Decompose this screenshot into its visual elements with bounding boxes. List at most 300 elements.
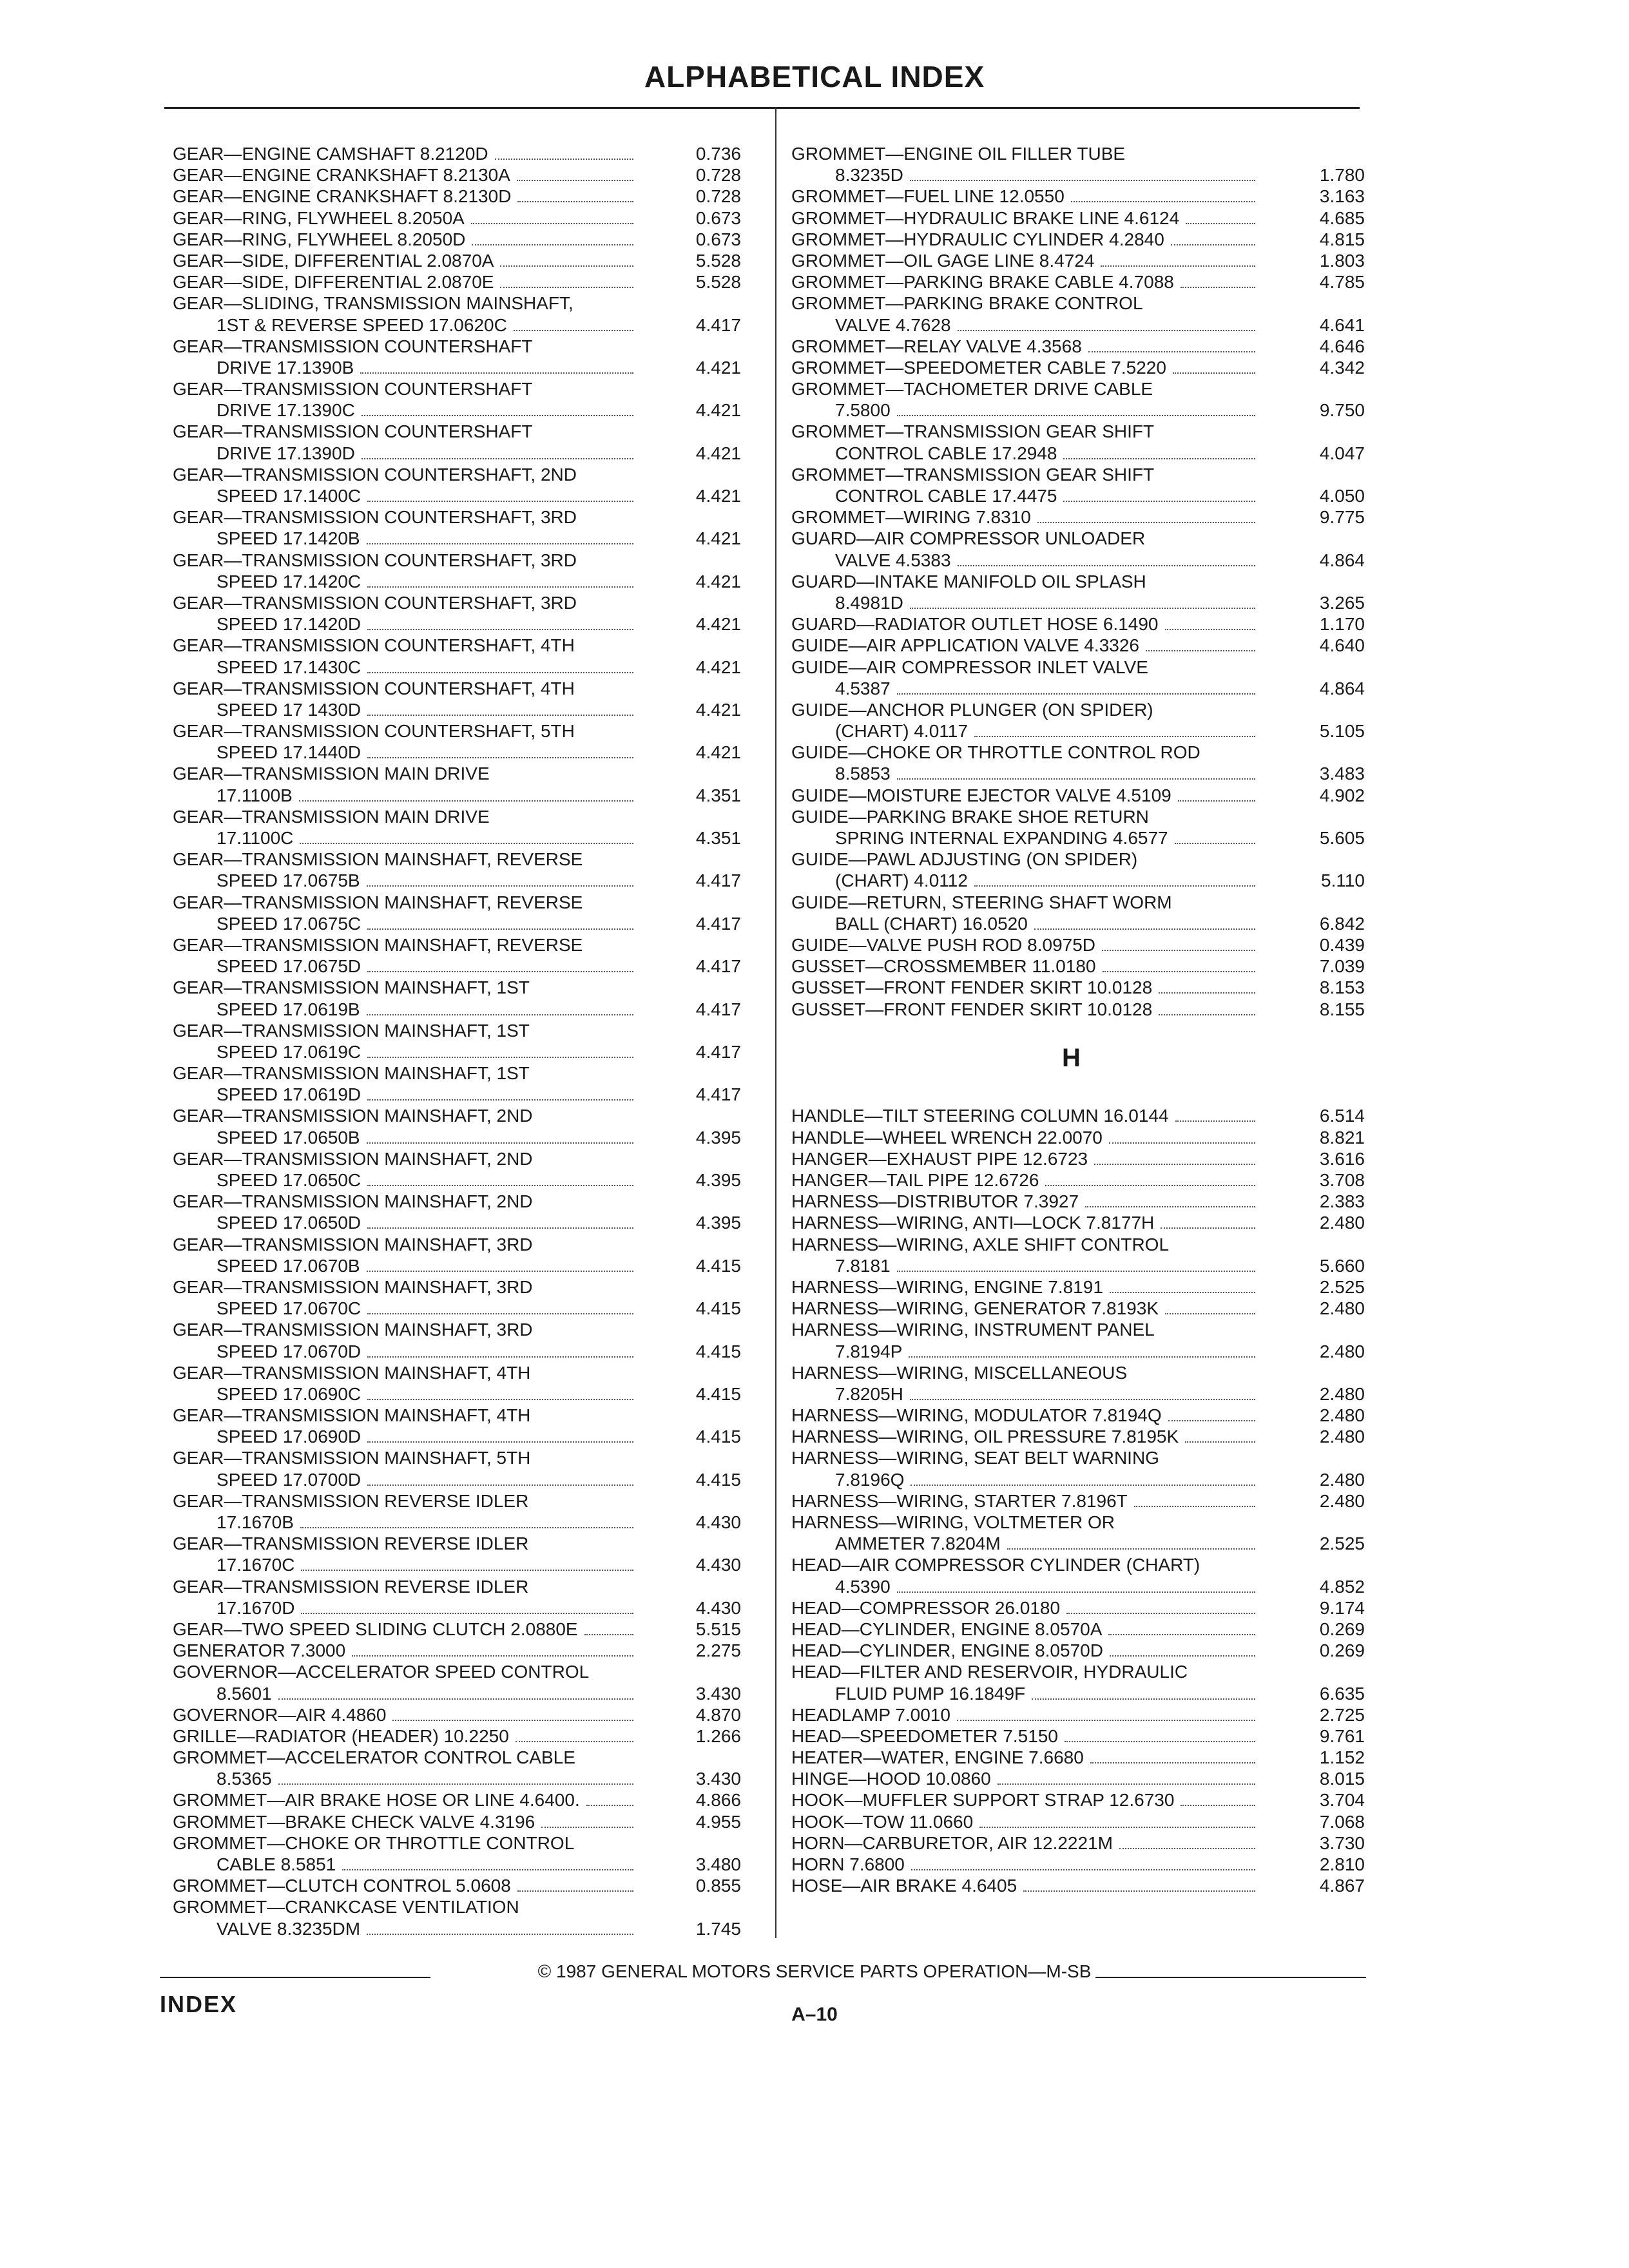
index-entry-text: HEAD—CYLINDER, ENGINE 8.0570A — [791, 1619, 1103, 1639]
index-entry-line — [791, 1341, 1365, 1362]
index-entry-page-ref: 4.685 — [1319, 207, 1365, 228]
dot-leader — [300, 843, 633, 844]
index-entry-text: GUIDE—ANCHOR PLUNGER (ON SPIDER) — [791, 699, 1153, 720]
index-entry-page-ref: 4.902 — [1319, 785, 1365, 805]
index-entry-line — [173, 314, 753, 336]
index-entry-page-ref: 7.039 — [1319, 956, 1365, 977]
index-entry-line — [173, 1447, 753, 1468]
index-entry-text: GEAR—TRANSMISSION MAINSHAFT, 4TH — [173, 1405, 531, 1426]
index-entry-text: SPEED 17.0619B — [217, 999, 360, 1019]
index-entry-line — [173, 1768, 753, 1789]
index-entry-text: SPEED 17.1420C — [217, 571, 361, 591]
index-entry-line — [173, 1212, 753, 1233]
index-entry-line — [791, 571, 1365, 592]
index-entry-text: HORN—CARBURETOR, AIR 12.2221M — [791, 1832, 1113, 1853]
index-entry-line — [791, 1661, 1365, 1682]
index-entry-page-ref: 4.640 — [1319, 635, 1365, 656]
index-entry-text: 7.8205H — [835, 1383, 903, 1404]
index-entry-line — [173, 1169, 753, 1191]
index-entry-line — [791, 1298, 1365, 1319]
index-entry-text: HANGER—TAIL PIPE 12.6726 — [791, 1170, 1039, 1191]
index-entry-line — [173, 164, 753, 186]
index-entry-page-ref: 9.750 — [1319, 400, 1365, 421]
index-entry-line — [173, 1148, 753, 1169]
index-entry-page-ref: 4.421 — [695, 657, 741, 677]
index-entry-line — [173, 1533, 753, 1554]
index-entry-page-ref: 5.660 — [1319, 1255, 1365, 1276]
index-entry-text: GROMMET—TRANSMISSION GEAR SHIFT — [791, 464, 1155, 485]
index-entry-line — [791, 635, 1365, 656]
dot-leader — [1109, 1142, 1255, 1144]
dot-leader — [367, 1057, 633, 1058]
dot-leader — [352, 1655, 633, 1657]
dot-leader — [1063, 501, 1255, 502]
index-entry-page-ref: 2.480 — [1319, 1405, 1365, 1426]
dot-leader — [1161, 1227, 1255, 1229]
index-entry-page-ref: 4.421 — [695, 571, 741, 591]
index-entry-text: SPEED 17.0619D — [217, 1084, 361, 1105]
index-entry-line — [791, 870, 1365, 891]
index-entry-text: SPEED 17.1440D — [217, 742, 361, 763]
dot-leader — [910, 180, 1255, 181]
index-entry-line — [173, 699, 753, 720]
index-entry-text: GEAR—RING, FLYWHEEL 8.2050D — [173, 229, 466, 249]
dot-leader — [1173, 372, 1255, 374]
index-entry-line — [173, 763, 753, 784]
index-entry-page-ref: 4.421 — [695, 528, 741, 549]
index-entry-text: GEAR—TRANSMISSION COUNTERSHAFT, 3RD — [173, 507, 577, 528]
dot-leader — [367, 1441, 633, 1443]
index-entry-page-ref: 8.015 — [1319, 1769, 1365, 1789]
index-entry-line — [173, 870, 753, 891]
dot-leader — [1065, 1741, 1255, 1742]
index-entry-page-ref: 4.395 — [695, 1127, 741, 1148]
index-entry-text: GEAR—TRANSMISSION MAINSHAFT, REVERSE — [173, 892, 583, 912]
index-entry-line — [173, 613, 753, 635]
index-entry-line — [791, 592, 1365, 613]
index-entry-text: HARNESS—DISTRIBUTOR 7.3927 — [791, 1191, 1079, 1212]
index-entry-line — [173, 506, 753, 528]
index-entry-line — [791, 999, 1365, 1020]
dot-leader — [911, 1485, 1255, 1486]
index-entry-line — [791, 934, 1365, 956]
dot-leader — [1185, 1441, 1255, 1443]
index-entry-page-ref: 6.842 — [1319, 913, 1365, 934]
index-entry-text: HARNESS—WIRING, OIL PRESSURE 7.8195K — [791, 1427, 1179, 1447]
index-entry-page-ref: 5.105 — [1319, 721, 1365, 742]
index-entry-page-ref: 4.415 — [695, 1341, 741, 1361]
index-entry-text: SPEED 17.1400C — [217, 486, 361, 506]
index-entry-line — [791, 699, 1365, 720]
index-entry-text: HEATER—WATER, ENGINE 7.6680 — [791, 1747, 1084, 1768]
index-entry-page-ref: 4.421 — [695, 486, 741, 506]
index-entry-text: GEAR—TRANSMISSION MAIN DRIVE — [173, 764, 490, 784]
dot-leader — [301, 1613, 633, 1614]
index-entry-line — [791, 1212, 1365, 1233]
index-entry-text: 4.5390 — [835, 1576, 891, 1597]
index-entry-text: GRILLE—RADIATOR (HEADER) 10.2250 — [173, 1725, 509, 1746]
dot-leader — [1007, 1548, 1255, 1550]
index-entry-line — [173, 1661, 753, 1682]
index-entry-text: GEAR—TRANSMISSION MAINSHAFT, 1ST — [173, 1020, 530, 1041]
index-entry-line — [791, 1490, 1365, 1512]
dot-leader — [367, 928, 633, 930]
index-entry-page-ref: 2.480 — [1319, 1469, 1365, 1490]
page-number: A–10 — [791, 2004, 838, 2025]
dot-leader — [392, 1720, 633, 1721]
dot-leader — [500, 265, 633, 267]
index-entry-text: SPEED 17.0675B — [217, 870, 360, 891]
index-entry-line — [791, 1533, 1365, 1554]
index-entry-line — [173, 1383, 753, 1405]
dot-leader — [1090, 1762, 1255, 1763]
index-entry-text: GUIDE—AIR COMPRESSOR INLET VALVE — [791, 657, 1148, 677]
index-entry-text: GEAR—SIDE, DIFFERENTIAL 2.0870A — [173, 250, 494, 271]
index-entry-text: GROMMET—TACHOMETER DRIVE CABLE — [791, 379, 1153, 399]
index-entry-line — [173, 1490, 753, 1512]
index-entry-text: GEAR—TWO SPEED SLIDING CLUTCH 2.0880E — [173, 1619, 578, 1639]
index-entry-page-ref: 4.421 — [695, 699, 741, 720]
index-entry-page-ref: 1.803 — [1319, 250, 1365, 271]
index-entry-text: GEAR—TRANSMISSION COUNTERSHAFT, 3RD — [173, 550, 577, 570]
index-entry-line — [791, 357, 1365, 378]
dot-leader — [1175, 1120, 1255, 1122]
index-entry-line — [173, 999, 753, 1020]
index-entry-line — [791, 271, 1365, 293]
index-entry-line — [173, 592, 753, 613]
index-entry-text: GUIDE—AIR APPLICATION VALVE 4.3326 — [791, 635, 1139, 656]
index-entry-line — [173, 1896, 753, 1917]
index-entry-line — [173, 1597, 753, 1619]
index-entry-page-ref: 4.417 — [695, 956, 741, 977]
index-entry-text: GEAR—TRANSMISSION MAINSHAFT, 4TH — [173, 1362, 531, 1383]
header-rule — [164, 107, 1360, 109]
index-entry-text: HARNESS—WIRING, STARTER 7.8196T — [791, 1490, 1128, 1511]
index-entry-line — [791, 806, 1365, 827]
dot-leader — [911, 1869, 1255, 1870]
index-entry-text: HEAD—COMPRESSOR 26.0180 — [791, 1597, 1061, 1618]
index-entry-text: SPEED 17.0619C — [217, 1041, 361, 1062]
index-entry-line — [173, 1725, 753, 1747]
dot-leader — [897, 415, 1255, 416]
dot-leader — [342, 1869, 633, 1870]
index-entry-text: 17.1100C — [217, 828, 294, 848]
dot-leader — [1110, 1655, 1255, 1657]
index-entry-text: GROMMET—ACCELERATOR CONTROL CABLE — [173, 1747, 575, 1768]
index-entry-text: HOOK—MUFFLER SUPPORT STRAP 12.6730 — [791, 1790, 1175, 1811]
index-entry-page-ref: 4.421 — [695, 614, 741, 635]
dot-leader — [517, 201, 633, 202]
index-entry-page-ref: 4.421 — [695, 443, 741, 463]
index-entry-text: SPEED 17.1430C — [217, 657, 361, 677]
dot-leader — [541, 1827, 633, 1828]
index-entry-line — [791, 1875, 1365, 1896]
index-entry-line — [173, 550, 753, 571]
index-entry-line — [173, 1704, 753, 1725]
index-entry-text: GROMMET—BRAKE CHECK VALVE 4.3196 — [173, 1811, 535, 1832]
index-entry-line — [791, 207, 1365, 229]
index-entry-line — [173, 1105, 753, 1126]
dot-leader — [1108, 1634, 1255, 1635]
index-entry-line — [173, 1683, 753, 1704]
index-entry-line — [791, 720, 1365, 742]
index-entry-page-ref: 9.761 — [1319, 1725, 1365, 1746]
index-entry-line — [173, 1426, 753, 1447]
index-entry-line — [173, 207, 753, 229]
index-entry-line — [173, 1875, 753, 1896]
section-letter-heading — [791, 1041, 1365, 1084]
index-entry-page-ref: 4.417 — [695, 870, 741, 891]
index-entry-line — [173, 143, 753, 164]
index-entry-page-ref: 4.430 — [695, 1597, 741, 1618]
index-entry-line — [173, 357, 753, 378]
index-entry-text: 8.4981D — [835, 592, 903, 613]
index-entry-text: GROMMET—PARKING BRAKE CABLE 4.7088 — [791, 272, 1174, 293]
index-entry-line — [173, 956, 753, 977]
index-entry-line — [791, 1640, 1365, 1661]
index-entry-line — [173, 378, 753, 399]
index-entry-text: VALVE 4.5383 — [835, 550, 951, 570]
index-entry-line — [791, 1576, 1365, 1597]
index-entry-line — [791, 956, 1365, 977]
dot-leader — [1063, 458, 1255, 459]
dot-leader — [897, 1591, 1255, 1593]
index-entry-text: VALVE 8.3235DM — [217, 1918, 361, 1939]
dot-leader — [361, 415, 633, 416]
index-entry-text: GENERATOR 7.3000 — [173, 1640, 346, 1661]
index-entry-line — [791, 506, 1365, 528]
index-entry-text: CONTROL CABLE 17.2948 — [835, 443, 1057, 463]
index-entry-text: GUIDE—VALVE PUSH ROD 8.0975D — [791, 934, 1096, 955]
index-entry-line — [173, 1576, 753, 1597]
index-entry-text: GEAR—ENGINE CRANKSHAFT 8.2130D — [173, 186, 512, 207]
dot-leader — [1066, 1613, 1255, 1614]
dot-leader — [897, 1271, 1255, 1272]
index-entry-page-ref: 9.174 — [1319, 1597, 1365, 1618]
dot-leader — [367, 586, 633, 588]
index-entry-page-ref: 4.415 — [695, 1298, 741, 1319]
index-entry-line — [791, 1191, 1365, 1212]
index-entry-page-ref: 9.775 — [1319, 507, 1365, 528]
dot-leader — [367, 971, 633, 972]
index-entry-page-ref: 1.780 — [1319, 165, 1365, 186]
dot-leader — [300, 1527, 633, 1528]
index-entry-line — [173, 1789, 753, 1811]
index-entry-line — [791, 143, 1365, 164]
index-entry-text: SPEED 17.0700D — [217, 1469, 361, 1490]
dot-leader — [1146, 650, 1255, 651]
index-entry-line — [791, 1469, 1365, 1490]
index-entry-text: GEAR—TRANSMISSION COUNTERSHAFT — [173, 421, 533, 442]
dot-leader — [367, 1356, 633, 1358]
dot-leader — [1037, 522, 1255, 523]
dot-leader — [1186, 223, 1255, 224]
dot-leader — [1034, 928, 1255, 930]
index-entry-line — [173, 806, 753, 827]
index-entry-line — [173, 913, 753, 934]
index-entry-page-ref: 4.415 — [695, 1383, 741, 1404]
index-entry-page-ref: 6.635 — [1319, 1683, 1365, 1704]
index-entry-page-ref: 2.725 — [1319, 1704, 1365, 1725]
dot-leader — [1159, 992, 1255, 994]
index-entry-line — [791, 164, 1365, 186]
dot-leader — [1181, 1805, 1255, 1806]
index-entry-text: GOVERNOR—AIR 4.4860 — [173, 1704, 387, 1725]
index-entry-page-ref: 3.163 — [1319, 186, 1365, 207]
index-entry-text: SPEED 17.0650D — [217, 1213, 361, 1233]
index-entry-text: HARNESS—WIRING, SEAT BELT WARNING — [791, 1448, 1159, 1468]
index-entry-page-ref: 4.421 — [695, 742, 741, 763]
index-entry-page-ref: 2.480 — [1319, 1383, 1365, 1404]
index-entry-page-ref: 4.415 — [695, 1469, 741, 1490]
dot-leader — [1165, 629, 1255, 630]
index-entry-text: GEAR—TRANSMISSION COUNTERSHAFT — [173, 336, 533, 356]
index-entry-page-ref: 4.421 — [695, 357, 741, 378]
index-entry-text: SPEED 17.0675D — [217, 956, 361, 977]
index-entry-text: HARNESS—WIRING, ENGINE 7.8191 — [791, 1276, 1103, 1297]
index-entry-line — [791, 1683, 1365, 1704]
dot-leader — [367, 1014, 633, 1015]
index-entry-line — [173, 1811, 753, 1832]
index-entry-page-ref: 4.395 — [695, 1170, 741, 1190]
index-entry-text: GUARD—RADIATOR OUTLET HOSE 6.1490 — [791, 614, 1159, 635]
dot-leader — [998, 1783, 1255, 1785]
index-entry-text: GEAR—TRANSMISSION COUNTERSHAFT, 5TH — [173, 721, 575, 742]
index-entry-line — [173, 635, 753, 656]
dot-leader — [367, 1185, 633, 1186]
index-entry-text: SPEED 17.1420D — [217, 614, 361, 635]
index-entry-page-ref: 1.152 — [1319, 1747, 1365, 1768]
index-entry-line — [791, 293, 1365, 314]
index-entry-page-ref: 0.269 — [1319, 1640, 1365, 1661]
index-entry-text: HEAD—FILTER AND RESERVOIR, HYDRAULIC — [791, 1662, 1188, 1682]
index-entry-text: GEAR—TRANSMISSION MAINSHAFT, REVERSE — [173, 849, 583, 870]
index-entry-text: GEAR—ENGINE CAMSHAFT 8.2120D — [173, 144, 488, 164]
index-entry-line — [791, 1832, 1365, 1854]
index-entry-line — [791, 528, 1365, 549]
index-entry-page-ref: 4.955 — [695, 1811, 741, 1832]
index-entry-line — [173, 1854, 753, 1875]
index-entry-text: HANGER—EXHAUST PIPE 12.6723 — [791, 1148, 1088, 1169]
index-entry-text: SPEED 17 1430D — [217, 699, 361, 720]
index-entry-text: 17.1100B — [217, 785, 293, 805]
index-entry-line — [173, 657, 753, 678]
index-entry-text: HANDLE—WHEEL WRENCH 22.0070 — [791, 1127, 1103, 1148]
index-entry-text: CONTROL CABLE 17.4475 — [835, 486, 1057, 506]
index-entry-page-ref: 2.480 — [1319, 1427, 1365, 1447]
index-entry-text: 17.1670B — [217, 1512, 294, 1532]
index-entry-text: DRIVE 17.1390C — [217, 400, 355, 421]
index-entry-line — [173, 1747, 753, 1768]
index-entry-line — [791, 1811, 1365, 1832]
index-entry-text: GEAR—TRANSMISSION REVERSE IDLER — [173, 1490, 529, 1511]
dot-leader — [1165, 1313, 1255, 1314]
index-entry-text: HOSE—AIR BRAKE 4.6405 — [791, 1876, 1017, 1896]
index-entry-page-ref: 4.421 — [695, 400, 741, 421]
dot-leader — [301, 1570, 633, 1571]
index-entry-text: GROMMET—AIR BRAKE HOSE OR LINE 4.6400. — [173, 1790, 580, 1811]
index-entry-text: GEAR—TRANSMISSION COUNTERSHAFT — [173, 379, 533, 399]
dot-leader — [367, 1099, 633, 1100]
index-entry-text: GEAR—TRANSMISSION MAINSHAFT, 1ST — [173, 977, 530, 998]
index-entry-text: 7.5800 — [835, 400, 891, 421]
index-entry-text: GEAR—TRANSMISSION MAINSHAFT, 3RD — [173, 1320, 533, 1340]
spacer — [791, 1084, 1365, 1105]
index-entry-line — [791, 1255, 1365, 1276]
index-entry-page-ref: 4.866 — [695, 1790, 741, 1811]
index-entry-page-ref: 6.514 — [1319, 1106, 1365, 1126]
dot-leader — [897, 778, 1255, 780]
index-entry-line — [791, 1148, 1365, 1169]
index-entry-page-ref: 8.155 — [1319, 999, 1365, 1019]
index-entry-line — [173, 827, 753, 849]
index-entry-text: (CHART) 4.0112 — [835, 870, 968, 891]
index-entry-text: GEAR—TRANSMISSION MAINSHAFT, 2ND — [173, 1148, 533, 1169]
index-entry-page-ref: 2.480 — [1319, 1213, 1365, 1233]
dot-leader — [1168, 1420, 1255, 1421]
index-entry-line — [791, 229, 1365, 250]
index-entry-text: 1ST & REVERSE SPEED 17.0620C — [217, 314, 507, 335]
index-entry-page-ref: 3.483 — [1319, 764, 1365, 784]
index-entry-line — [791, 1854, 1365, 1875]
index-entry-text: GEAR—TRANSMISSION MAINSHAFT, 1ST — [173, 1063, 530, 1084]
index-entry-page-ref: 3.708 — [1319, 1170, 1365, 1191]
index-entry-line — [173, 1298, 753, 1319]
index-entry-text: HEAD—AIR COMPRESSOR CYLINDER (CHART) — [791, 1555, 1200, 1575]
dot-leader — [278, 1698, 633, 1700]
index-entry-line — [791, 742, 1365, 763]
index-entry-line — [791, 443, 1365, 464]
dot-leader — [1171, 244, 1255, 245]
index-entry-text: 7.8196Q — [835, 1469, 905, 1490]
index-entry-line — [173, 1084, 753, 1105]
dot-leader — [1110, 1292, 1255, 1293]
index-entry-line — [173, 892, 753, 913]
index-entry-page-ref: 4.641 — [1319, 314, 1365, 335]
index-entry-line — [791, 1426, 1365, 1447]
index-entry-text: GUARD—AIR COMPRESSOR UNLOADER — [791, 528, 1146, 549]
index-entry-page-ref: 2.525 — [1319, 1533, 1365, 1554]
index-entry-line — [173, 1276, 753, 1298]
index-entry-line — [173, 1234, 753, 1255]
index-entry-text: GROMMET—SPEEDOMETER CABLE 7.5220 — [791, 357, 1166, 378]
index-entry-line — [791, 1597, 1365, 1619]
index-entry-line — [791, 1447, 1365, 1468]
index-entry-page-ref: 2.480 — [1319, 1298, 1365, 1319]
index-entry-text: HEAD—CYLINDER, ENGINE 8.0570D — [791, 1640, 1103, 1661]
index-entry-page-ref: 3.704 — [1319, 1790, 1365, 1811]
dot-leader — [278, 1783, 633, 1785]
dot-leader — [367, 543, 633, 544]
index-entry-page-ref: 4.417 — [695, 1084, 741, 1105]
dot-leader — [367, 715, 633, 716]
index-entry-line — [173, 1918, 753, 1939]
index-entry-line — [791, 1319, 1365, 1340]
index-entry-page-ref: 4.351 — [695, 828, 741, 848]
index-entry-text: GUIDE—PARKING BRAKE SHOE RETURN — [791, 806, 1149, 827]
index-entry-line — [791, 763, 1365, 784]
dot-leader — [958, 565, 1255, 566]
index-entry-page-ref: 4.864 — [1319, 678, 1365, 698]
index-entry-line — [173, 678, 753, 699]
index-entry-line — [173, 421, 753, 442]
index-entry-text: GUARD—INTAKE MANIFOLD OIL SPLASH — [791, 571, 1146, 591]
index-entry-page-ref: 2.480 — [1319, 1490, 1365, 1511]
index-entry-line — [173, 1255, 753, 1276]
index-entry-text: GEAR—ENGINE CRANKSHAFT 8.2130A — [173, 165, 510, 186]
index-entry-text: HARNESS—WIRING, AXLE SHIFT CONTROL — [791, 1234, 1170, 1254]
index-entry-text: GROMMET—CHOKE OR THROTTLE CONTROL — [173, 1832, 575, 1853]
